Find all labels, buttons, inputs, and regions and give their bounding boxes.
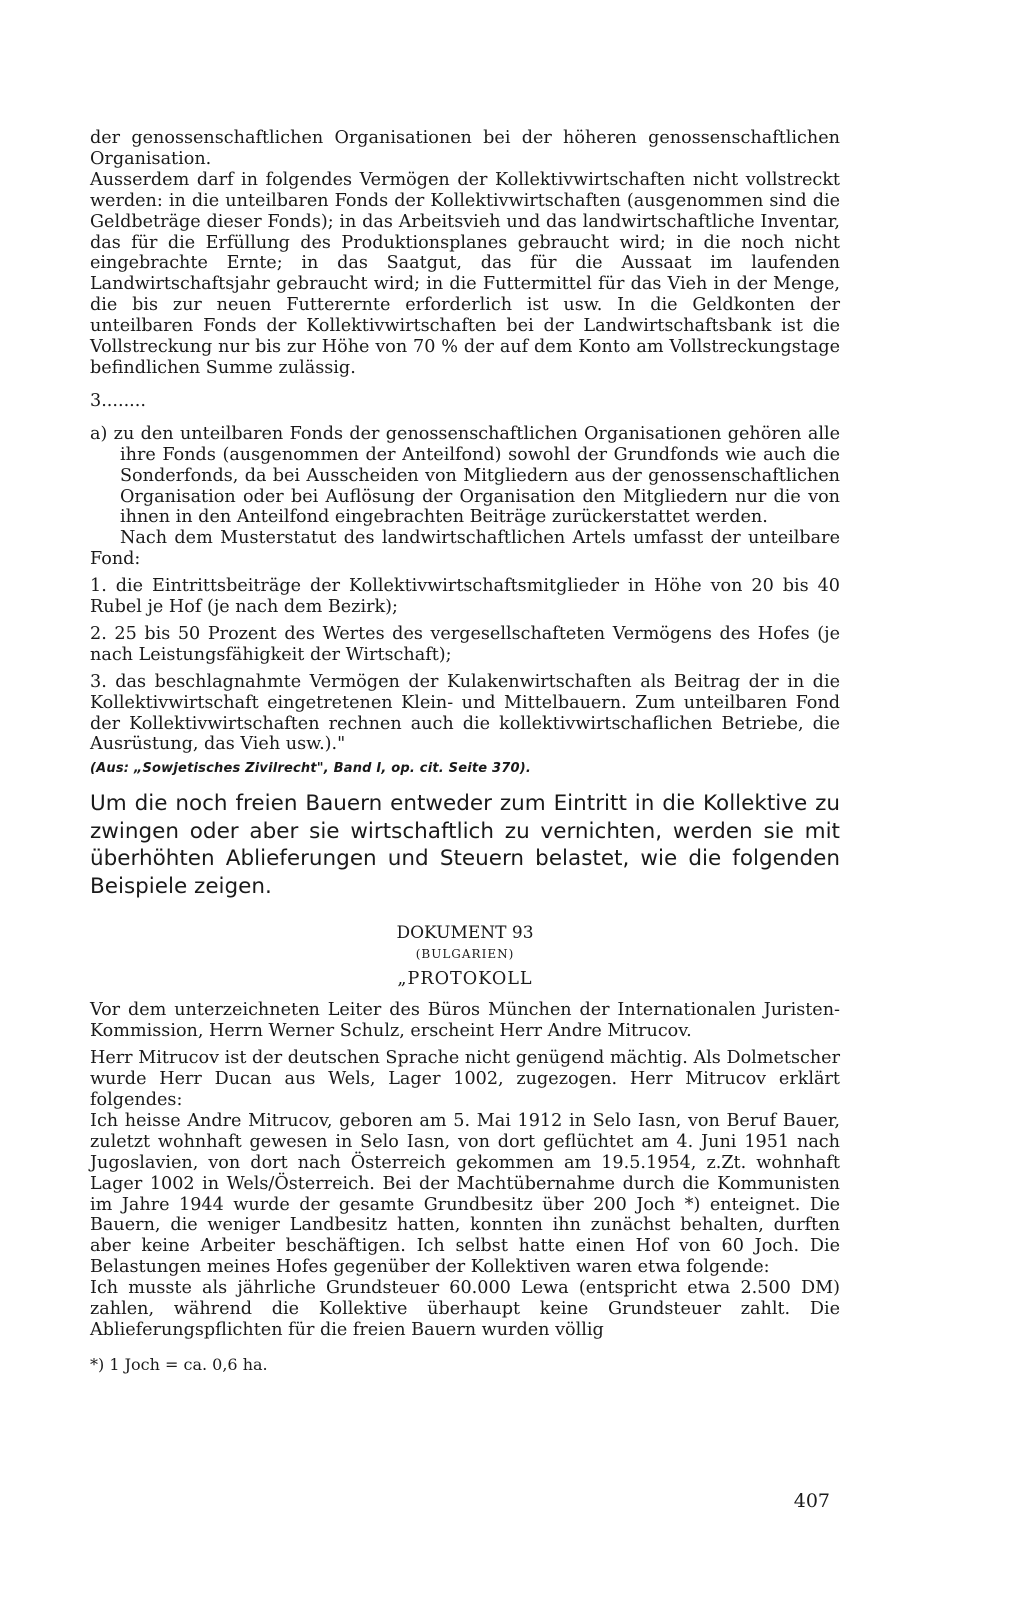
section-a-paragraph: a) zu den unteilbaren Fonds der genossenschaftlichen Organisationen gehören alle ihre Fonds (ausgenommen der Anteilfond) sowohl der Grundfonds wie auch die Sonderfonds, da bei Ausscheiden von Mitgliedern aus der genossenschaftlichen Organisation oder bei Auflösung der Organisation den Mitgliedern nur die von ihnen in den Anteilfond eingebrachten Beiträge zurückerstattet werden.	[90, 423, 840, 528]
intro-paragraph-2: Ausserdem darf in folgendes Vermögen der Kollektivwirtschaften nicht vollstreckt werden: in die unteilbaren Fonds der Kollektivwirtschaften (ausgenommen sind die Geldbeträge dieser Fonds); in das Arbeitsvieh und das landwirtschaftliche Inventar, das für die Erfüllung des Produktionsplanes gebraucht wird; in die noch nicht eingebrachte Ernte; in das Saatgut, das für die Aussaat im laufenden Landwirtschaftsjahr gebraucht wird; in die Futtermittel für das Vieh in der Menge, die bis zur neuen Futterernte erforderlich ist usw. In die Geldkonten der unteilbaren Fonds der Kollektivwirtschaften bei der Landwirtschaftsbank ist die Vollstreckung nur bis zur Höhe von 70 % der auf dem Konto am Vollstreckungstage befindlichen Summe zulässig.	[90, 169, 840, 378]
commentary-paragraph: Um die noch freien Bauern entweder zum Eintritt in die Kollektive zu zwingen oder aber sie wirtschaftlich zu vernichten, werden sie mit überhöhten Ablieferungen und Steuern belastet, wie die folgenden Beispiele zeigen.	[90, 791, 840, 899]
page-number: 407	[793, 1490, 830, 1512]
document-heading: DOKUMENT 93	[396, 923, 534, 944]
list-item-3: 3. das beschlagnahmte Vermögen der Kulakenwirtschaften als Beitrag der in die Kollektivwirtschaft eingetretenen Klein- und Mittelbauern. Zum unteilbaren Fond der Kollektivwirtschaften rechnen auch die kollektivwirtschaflichen Betriebe, die Ausrüstung, das Vieh usw.)."	[90, 671, 840, 755]
footnote: *) 1 Joch = ca. 0,6 ha.	[90, 1354, 268, 1374]
document-country: (BULGARIEN)	[415, 947, 515, 962]
page-body	[90, 128, 840, 1375]
document-title: „PROTOKOLL	[397, 969, 533, 990]
intro-paragraph-1: der genossenschaftlichen Organisationen bei der höheren genossenschaftlichen Organisation.	[90, 128, 840, 169]
protocol-paragraph-4: Ich musste als jährliche Grundsteuer 60.000 Lewa (entspricht etwa 2.500 DM) zahlen, während die Kollektive überhaupt keine Grundsteuer zahlt. Die Ablieferungspflichten für die freien Bauern wurden völlig	[90, 1278, 840, 1340]
section-number: 3........	[90, 390, 146, 411]
list-item-2: 2. 25 bis 50 Prozent des Wertes des vergesellschafteten Vermögens des Hofes (je nach Leistungsfähigkeit der Wirtschaft);	[90, 623, 840, 665]
protocol-paragraph-1: Vor dem unterzeichneten Leiter des Büros München der Internationalen Juristen-Kommission, Herrn Werner Schulz, erscheint Herr Andre Mitrucov.	[90, 1000, 840, 1042]
protocol-paragraph-3: Ich heisse Andre Mitrucov, geboren am 5. Mai 1912 in Selo Iasn, von Beruf Bauer, zuletzt wohnhaft gewesen in Selo Iasn, von dort geflüchtet am 4. Juni 1951 nach Jugoslavien, von dort nach Österreich gekommen am 19.5.1954, z.Zt. wohnhaft Lager 1002 in Wels/Österreich. Bei der Machtübernahme durch die Kommunisten im Jahre 1944 wurde der gesamte Grundbesitz über 200 Joch *) enteignet. Die Bauern, die weniger Landbesitz hatten, konnten ihn zunächst behalten, durften aber keine Arbeiter beschäftigen. Ich selbst hatte einen Hof von 60 Joch. Die Belastungen meines Hofes gegenüber der Kollektiven waren etwa folgende:	[90, 1110, 840, 1278]
protocol-paragraph-2: Herr Mitrucov ist der deutschen Sprache nicht genügend mächtig. Als Dolmetscher wurde Herr Ducan aus Wels, Lager 1002, zugezogen. Herr Mitrucov erklärt folgendes:	[90, 1048, 840, 1110]
section-a-statute: Nach dem Musterstatut des landwirtschaftlichen Artels umfasst der unteilbare Fond:	[90, 528, 840, 570]
source-citation: (Aus: „Sowjetisches Zivilrecht", Band I, op. cit. Seite 370).	[90, 761, 532, 777]
list-item-1: 1. die Eintrittsbeiträge der Kollektivwirtschaftsmitglieder in Höhe von 20 bis 40 Rubel je Hof (je nach dem Bezirk);	[90, 576, 840, 618]
